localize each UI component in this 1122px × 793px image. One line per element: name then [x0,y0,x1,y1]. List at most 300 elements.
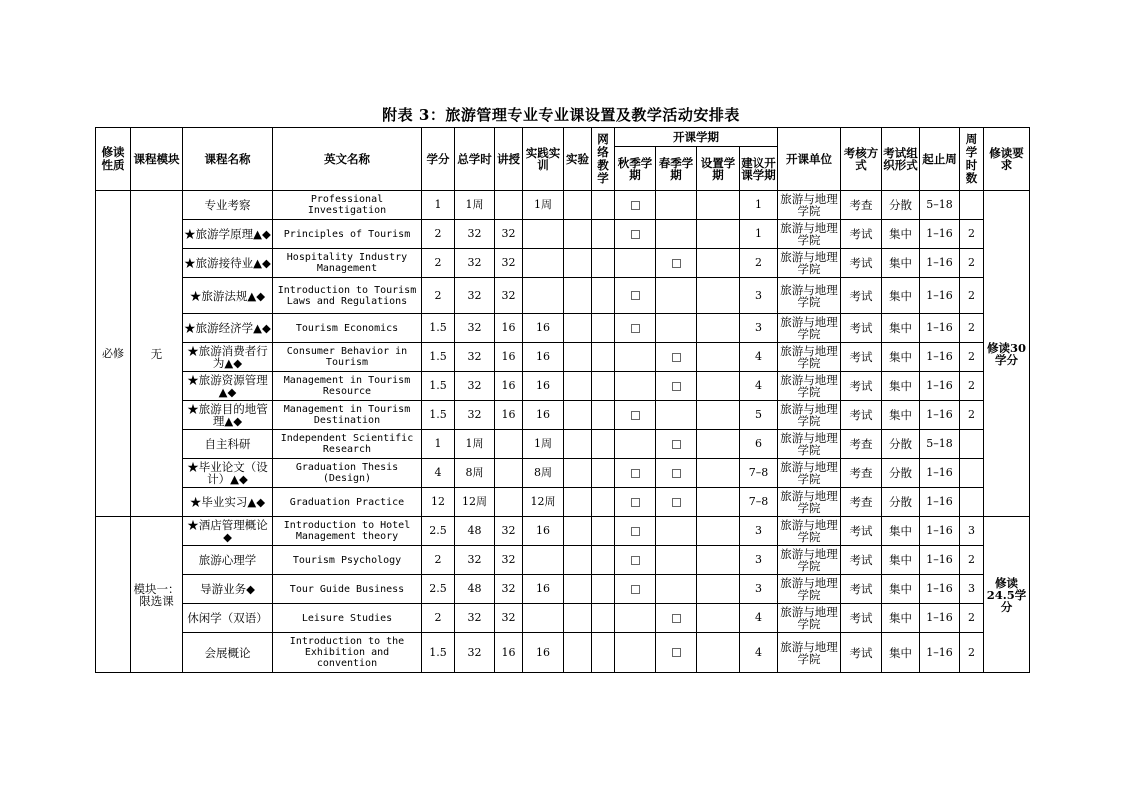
lecture-cell: 16 [495,372,523,401]
dept-cell: 旅游与地理学院 [778,343,841,372]
practice-cell: 1周 [523,191,564,220]
spring-cell [656,249,697,278]
english-name-cell: Introduction to the Exhibition and convention [273,633,422,673]
lecture-cell: 32 [495,278,523,314]
exam-cell: 考试 [841,517,882,546]
dept-cell: 旅游与地理学院 [778,220,841,249]
org-cell: 集中 [882,314,920,343]
header-weeks: 起止周 [920,128,960,191]
practice-cell [523,604,564,633]
page-title: 附表 3：旅游管理专业专业课设置及教学活动安排表 [382,106,740,124]
suggest-semester-cell: 4 [740,604,778,633]
hours-cell: 32 [455,343,495,372]
course-name-cell: ★毕业论文（设计）▲◆ [183,459,273,488]
online-cell [592,488,615,517]
practice-cell [523,249,564,278]
summer-cell [697,633,740,673]
checkbox-icon [631,469,640,478]
weeks-cell: 1–16 [920,546,960,575]
suggest-semester-cell: 3 [740,278,778,314]
table-row [96,604,1030,633]
summer-cell [697,314,740,343]
org-cell: 集中 [882,517,920,546]
practice-cell: 16 [523,401,564,430]
summer-cell [697,372,740,401]
credit-cell: 1.5 [422,372,455,401]
checkbox-icon [672,259,681,268]
lab-cell [564,604,592,633]
weeks-cell: 1–16 [920,372,960,401]
weekly-hours-cell: 2 [960,633,984,673]
course-table [95,127,1030,673]
lecture-cell: 32 [495,517,523,546]
weeks-cell: 1–16 [920,220,960,249]
summer-cell [697,401,740,430]
lab-cell [564,249,592,278]
course-name-cell: 专业考察 [183,191,273,220]
lab-cell [564,488,592,517]
course-name-cell: ★旅游消费者行为▲◆ [183,343,273,372]
weeks-cell: 1–16 [920,401,960,430]
table-row [96,488,1030,517]
summer-cell [697,459,740,488]
header-credit: 学分 [422,128,455,191]
lecture-cell: 16 [495,633,523,673]
credit-cell: 2.5 [422,575,455,604]
credit-cell: 4 [422,459,455,488]
org-cell: 分散 [882,459,920,488]
spring-cell [656,575,697,604]
online-cell [592,633,615,673]
checkbox-icon [631,230,640,239]
checkbox-icon [631,201,640,210]
checkbox-icon [672,382,681,391]
lecture-cell: 16 [495,343,523,372]
hours-cell: 32 [455,401,495,430]
practice-cell: 16 [523,575,564,604]
suggest-semester-cell: 6 [740,430,778,459]
online-cell [592,278,615,314]
table-row [96,575,1030,604]
english-name-cell: Professional Investigation [273,191,422,220]
table-row [96,220,1030,249]
lab-cell [564,575,592,604]
spring-cell [656,488,697,517]
summer-cell [697,249,740,278]
header-module: 课程模块 [131,128,183,191]
spring-cell [656,604,697,633]
weekly-hours-cell: 2 [960,278,984,314]
org-cell: 集中 [882,604,920,633]
weeks-cell: 1–16 [920,488,960,517]
spring-cell [656,517,697,546]
checkbox-icon [672,498,681,507]
credit-cell: 1.5 [422,633,455,673]
summer-cell [697,220,740,249]
spring-cell [656,546,697,575]
exam-cell: 考试 [841,343,882,372]
hours-cell: 1周 [455,191,495,220]
autumn-cell [615,604,656,633]
table-row [96,249,1030,278]
weekly-hours-cell: 3 [960,517,984,546]
exam-cell: 考试 [841,575,882,604]
org-cell: 集中 [882,546,920,575]
suggest-semester-cell: 4 [740,343,778,372]
header-autumn: 秋季学期 [615,147,656,191]
summer-cell [697,278,740,314]
lab-cell [564,191,592,220]
autumn-cell [615,372,656,401]
lab-cell [564,220,592,249]
autumn-cell [615,220,656,249]
checkbox-icon [672,440,681,449]
course-name-cell: ★旅游经济学▲◆ [183,314,273,343]
checkbox-icon [672,614,681,623]
exam-cell: 考试 [841,633,882,673]
suggest-semester-cell: 5 [740,401,778,430]
weekly-hours-cell: 2 [960,546,984,575]
weekly-hours-cell: 2 [960,343,984,372]
suggest-semester-cell: 4 [740,633,778,673]
online-cell [592,459,615,488]
course-name-cell: 休闲学（双语） [183,604,273,633]
org-cell: 集中 [882,401,920,430]
org-cell: 集中 [882,249,920,278]
autumn-cell [615,191,656,220]
lecture-cell [495,191,523,220]
dept-cell: 旅游与地理学院 [778,604,841,633]
weeks-cell: 1–16 [920,314,960,343]
english-name-cell: Hospitality Industry Management [273,249,422,278]
suggest-semester-cell: 3 [740,314,778,343]
exam-cell: 考查 [841,191,882,220]
dept-cell: 旅游与地理学院 [778,249,841,278]
credit-cell: 2 [422,546,455,575]
course-name-cell: ★毕业实习▲◆ [183,488,273,517]
summer-cell [697,575,740,604]
credit-cell: 12 [422,488,455,517]
online-cell [592,191,615,220]
autumn-cell [615,314,656,343]
dept-cell: 旅游与地理学院 [778,278,841,314]
suggest-semester-cell: 3 [740,517,778,546]
weeks-cell: 1–16 [920,633,960,673]
spring-cell [656,220,697,249]
spring-cell [656,633,697,673]
online-cell [592,546,615,575]
suggest-semester-cell: 7–8 [740,459,778,488]
hours-cell: 32 [455,604,495,633]
dept-cell: 旅游与地理学院 [778,575,841,604]
checkbox-icon [631,324,640,333]
header-nature: 修读性质 [96,128,131,191]
exam-cell: 考查 [841,488,882,517]
autumn-cell [615,343,656,372]
practice-cell: 16 [523,314,564,343]
checkbox-icon [631,498,640,507]
module-cell: 无 [131,191,183,517]
weeks-cell: 1–16 [920,249,960,278]
spring-cell [656,314,697,343]
spring-cell [656,459,697,488]
lab-cell [564,401,592,430]
lecture-cell: 32 [495,546,523,575]
dept-cell: 旅游与地理学院 [778,401,841,430]
autumn-cell [615,517,656,546]
weekly-hours-cell: 2 [960,604,984,633]
english-name-cell: Introduction to Hotel Management theory [273,517,422,546]
dept-cell: 旅游与地理学院 [778,430,841,459]
checkbox-icon [631,291,640,300]
online-cell [592,314,615,343]
summer-cell [697,343,740,372]
dept-cell: 旅游与地理学院 [778,517,841,546]
weeks-cell: 1–16 [920,517,960,546]
online-cell [592,249,615,278]
summer-cell [697,488,740,517]
exam-cell: 考试 [841,604,882,633]
checkbox-icon [631,411,640,420]
practice-cell: 16 [523,343,564,372]
course-name-cell: 会展概论 [183,633,273,673]
online-cell [592,575,615,604]
online-cell [592,430,615,459]
credit-cell: 2 [422,604,455,633]
english-name-cell: Graduation Practice [273,488,422,517]
header-dept: 开课单位 [778,128,841,191]
nature-cell: 必修 [96,191,131,517]
table-row [96,401,1030,430]
summer-cell [697,604,740,633]
practice-cell: 16 [523,517,564,546]
header-ename: 英文名称 [273,128,422,191]
autumn-cell [615,401,656,430]
header-require: 修读要求 [984,128,1030,191]
english-name-cell: Consumer Behavior in Tourism [273,343,422,372]
credit-cell: 2 [422,220,455,249]
credit-cell: 1.5 [422,401,455,430]
practice-cell: 16 [523,633,564,673]
english-name-cell: Tour Guide Business [273,575,422,604]
english-name-cell: Management in Tourism Resource [273,372,422,401]
weekly-hours-cell: 2 [960,372,984,401]
credit-cell: 2 [422,249,455,278]
org-cell: 集中 [882,278,920,314]
lab-cell [564,430,592,459]
online-cell [592,604,615,633]
lecture-cell: 32 [495,604,523,633]
course-name-cell: ★旅游接待业▲◆ [183,249,273,278]
hours-cell: 32 [455,633,495,673]
course-name-cell: 自主科研 [183,430,273,459]
autumn-cell [615,278,656,314]
online-cell [592,517,615,546]
lecture-cell: 16 [495,401,523,430]
org-cell: 分散 [882,430,920,459]
weekly-hours-cell [960,459,984,488]
exam-cell: 考试 [841,314,882,343]
course-name-cell: ★旅游目的地管理▲◆ [183,401,273,430]
hours-cell: 32 [455,249,495,278]
dept-cell: 旅游与地理学院 [778,372,841,401]
table-row [96,546,1030,575]
exam-cell: 考试 [841,249,882,278]
lab-cell [564,372,592,401]
suggest-semester-cell: 1 [740,220,778,249]
online-cell [592,401,615,430]
credit-cell: 1 [422,430,455,459]
spring-cell [656,430,697,459]
weekly-hours-cell: 3 [960,575,984,604]
exam-cell: 考查 [841,430,882,459]
checkbox-icon [672,353,681,362]
requirement-cell: 修读30学分 [984,191,1030,517]
org-cell: 分散 [882,191,920,220]
header-suggest: 建议开课学期 [740,147,778,191]
checkbox-icon [672,648,681,657]
online-cell [592,343,615,372]
table-row [96,430,1030,459]
table-row [96,314,1030,343]
practice-cell [523,220,564,249]
suggest-semester-cell: 2 [740,249,778,278]
header-summer: 设置学期 [697,147,740,191]
header-hours: 总学时 [455,128,495,191]
autumn-cell [615,430,656,459]
org-cell: 集中 [882,372,920,401]
autumn-cell [615,575,656,604]
hours-cell: 8周 [455,459,495,488]
header-lab: 实验 [564,128,592,191]
suggest-semester-cell: 4 [740,372,778,401]
summer-cell [697,191,740,220]
exam-cell: 考试 [841,278,882,314]
credit-cell: 2.5 [422,517,455,546]
weekly-hours-cell [960,488,984,517]
lecture-cell [495,430,523,459]
english-name-cell: Leisure Studies [273,604,422,633]
table-row [96,343,1030,372]
weekly-hours-cell [960,191,984,220]
org-cell: 集中 [882,343,920,372]
dept-cell: 旅游与地理学院 [778,191,841,220]
table-row [96,633,1030,673]
weeks-cell: 1–16 [920,278,960,314]
hours-cell: 12周 [455,488,495,517]
weeks-cell: 5–18 [920,430,960,459]
hours-cell: 48 [455,517,495,546]
org-cell: 分散 [882,488,920,517]
header-spring: 春季学期 [656,147,697,191]
lecture-cell: 32 [495,575,523,604]
weeks-cell: 1–16 [920,604,960,633]
nature-cell [96,517,131,673]
lecture-cell [495,488,523,517]
exam-cell: 考试 [841,401,882,430]
dept-cell: 旅游与地理学院 [778,459,841,488]
english-name-cell: Principles of Tourism [273,220,422,249]
lab-cell [564,517,592,546]
spring-cell [656,191,697,220]
weeks-cell: 5–18 [920,191,960,220]
header-lecture: 讲授 [495,128,523,191]
english-name-cell: Tourism Economics [273,314,422,343]
autumn-cell [615,488,656,517]
checkbox-icon [631,527,640,536]
summer-cell [697,517,740,546]
suggest-semester-cell: 3 [740,575,778,604]
practice-cell: 12周 [523,488,564,517]
course-name-cell: ★旅游资源管理▲◆ [183,372,273,401]
lab-cell [564,278,592,314]
autumn-cell [615,633,656,673]
requirement-cell: 修读24.5学分 [984,517,1030,673]
credit-cell: 1.5 [422,343,455,372]
course-name-cell: 导游业务◆ [183,575,273,604]
weekly-hours-cell [960,430,984,459]
practice-cell [523,278,564,314]
spring-cell [656,372,697,401]
online-cell [592,220,615,249]
checkbox-icon [631,556,640,565]
table-row [96,517,1030,546]
lab-cell [564,546,592,575]
hours-cell: 32 [455,220,495,249]
table-row [96,278,1030,314]
english-name-cell: Management in Tourism Destination [273,401,422,430]
lab-cell [564,314,592,343]
lecture-cell [495,459,523,488]
module-cell: 模块一：限选课 [131,517,183,673]
header-org: 考试组织形式 [882,128,920,191]
header-semester-group: 开课学期 [615,128,778,147]
exam-cell: 考试 [841,372,882,401]
spring-cell [656,278,697,314]
autumn-cell [615,546,656,575]
header-cname: 课程名称 [183,128,273,191]
english-name-cell: Introduction to Tourism Laws and Regulations [273,278,422,314]
hours-cell: 32 [455,546,495,575]
exam-cell: 考试 [841,546,882,575]
autumn-cell [615,459,656,488]
org-cell: 集中 [882,575,920,604]
english-name-cell: Independent Scientific Research [273,430,422,459]
spring-cell [656,343,697,372]
org-cell: 集中 [882,220,920,249]
weeks-cell: 1–16 [920,343,960,372]
practice-cell [523,546,564,575]
exam-cell: 考查 [841,459,882,488]
suggest-semester-cell: 1 [740,191,778,220]
hours-cell: 48 [455,575,495,604]
header-exam: 考核方式 [841,128,882,191]
weekly-hours-cell: 2 [960,249,984,278]
dept-cell: 旅游与地理学院 [778,633,841,673]
english-name-cell: Tourism Psychology [273,546,422,575]
lecture-cell: 32 [495,249,523,278]
lab-cell [564,343,592,372]
dept-cell: 旅游与地理学院 [778,546,841,575]
hours-cell: 1周 [455,430,495,459]
practice-cell: 16 [523,372,564,401]
credit-cell: 2 [422,278,455,314]
weeks-cell: 1–16 [920,575,960,604]
dept-cell: 旅游与地理学院 [778,488,841,517]
course-name-cell: ★旅游学原理▲◆ [183,220,273,249]
table-row [96,191,1030,220]
exam-cell: 考试 [841,220,882,249]
